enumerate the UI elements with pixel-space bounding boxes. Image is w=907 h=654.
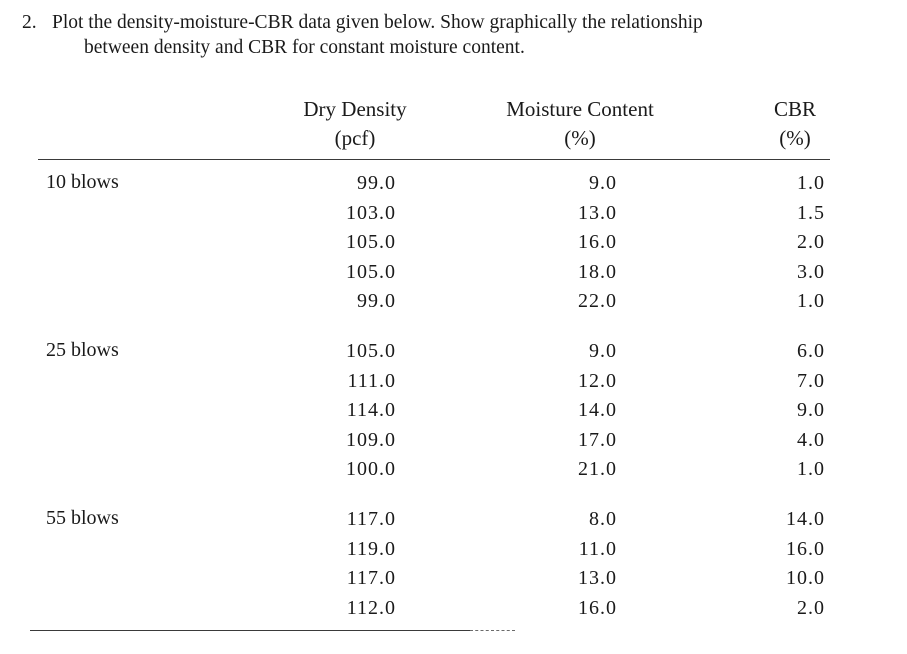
moisture-content-cell: 14.0 (578, 399, 617, 422)
group-label: 25 blows (46, 339, 119, 361)
header-moisture-title: Moisture Content (506, 97, 654, 121)
cbr-cell: 2.0 (797, 596, 825, 619)
problem-text-line-2: between density and CBR for constant moisture content. (84, 37, 525, 58)
cbr-cell: 1.0 (797, 172, 825, 194)
dry-density-cell: 109.0 (346, 428, 396, 451)
header-moisture-content (475, 95, 685, 153)
moisture-content-cell: 9.0 (589, 172, 617, 194)
cbr-cell: 6.0 (797, 340, 825, 362)
dry-density-cell: 105.0 (346, 231, 396, 254)
moisture-content-cell: 8.0 (589, 508, 617, 530)
header-cbr-title: CBR (773, 97, 817, 121)
moisture-content-cell: 12.0 (578, 369, 617, 392)
header-dry-density-unit: (pcf) (334, 126, 376, 150)
table-header-rule (38, 159, 830, 160)
moisture-content-cell: 9.0 (589, 340, 617, 362)
cbr-cell: 1.0 (797, 458, 825, 481)
cbr-cell: 4.0 (797, 428, 825, 451)
header-cbr-unit: (%) (779, 126, 811, 150)
cbr-cell: 7.0 (797, 369, 825, 392)
dry-density-cell: 105.0 (346, 260, 396, 283)
group-label: 55 blows (46, 507, 119, 529)
problem-text-line-1: Plot the density-moisture-CBR data given below. Show graphically the relationship (52, 12, 703, 33)
dry-density-cell: 117.0 (346, 567, 396, 590)
dry-density-cell: 114.0 (346, 399, 396, 422)
moisture-content-cell: 16.0 (578, 596, 617, 619)
header-moisture-unit: (%) (564, 126, 596, 150)
moisture-content-cell: 13.0 (578, 201, 617, 224)
dry-density-cell: 119.0 (346, 537, 396, 560)
cbr-cell: 2.0 (797, 231, 825, 254)
cbr-cell: 1.0 (797, 290, 825, 313)
dry-density-cell: 100.0 (346, 458, 396, 481)
moisture-content-cell: 11.0 (578, 537, 617, 560)
table-bottom-rule-tail (470, 630, 515, 631)
problem-statement (22, 10, 882, 60)
cbr-cell: 3.0 (797, 260, 825, 283)
dry-density-cell: 99.0 (357, 290, 396, 313)
dry-density-cell: 99.0 (357, 172, 396, 194)
moisture-content-cell: 13.0 (578, 567, 617, 590)
cbr-cell: 9.0 (797, 399, 825, 422)
dry-density-cell: 117.0 (346, 508, 396, 530)
dry-density-cell: 103.0 (346, 201, 396, 224)
moisture-content-cell: 22.0 (578, 290, 617, 313)
moisture-content-cell: 17.0 (578, 428, 617, 451)
cbr-cell: 16.0 (786, 537, 825, 560)
table-bottom-rule (30, 630, 470, 631)
dry-density-cell: 105.0 (346, 340, 396, 362)
group-label: 10 blows (46, 171, 119, 193)
problem-number: 2. (22, 12, 37, 33)
header-dry-density (280, 95, 430, 153)
moisture-content-cell: 16.0 (578, 231, 617, 254)
dry-density-cell: 111.0 (347, 369, 396, 392)
moisture-content-cell: 21.0 (578, 458, 617, 481)
cbr-cell: 1.5 (797, 201, 825, 224)
dry-density-cell: 112.0 (346, 596, 396, 619)
cbr-cell: 10.0 (786, 567, 825, 590)
cbr-cell: 14.0 (786, 508, 825, 530)
header-dry-density-title: Dry Density (303, 97, 407, 121)
moisture-content-cell: 18.0 (578, 260, 617, 283)
header-cbr (745, 95, 845, 153)
